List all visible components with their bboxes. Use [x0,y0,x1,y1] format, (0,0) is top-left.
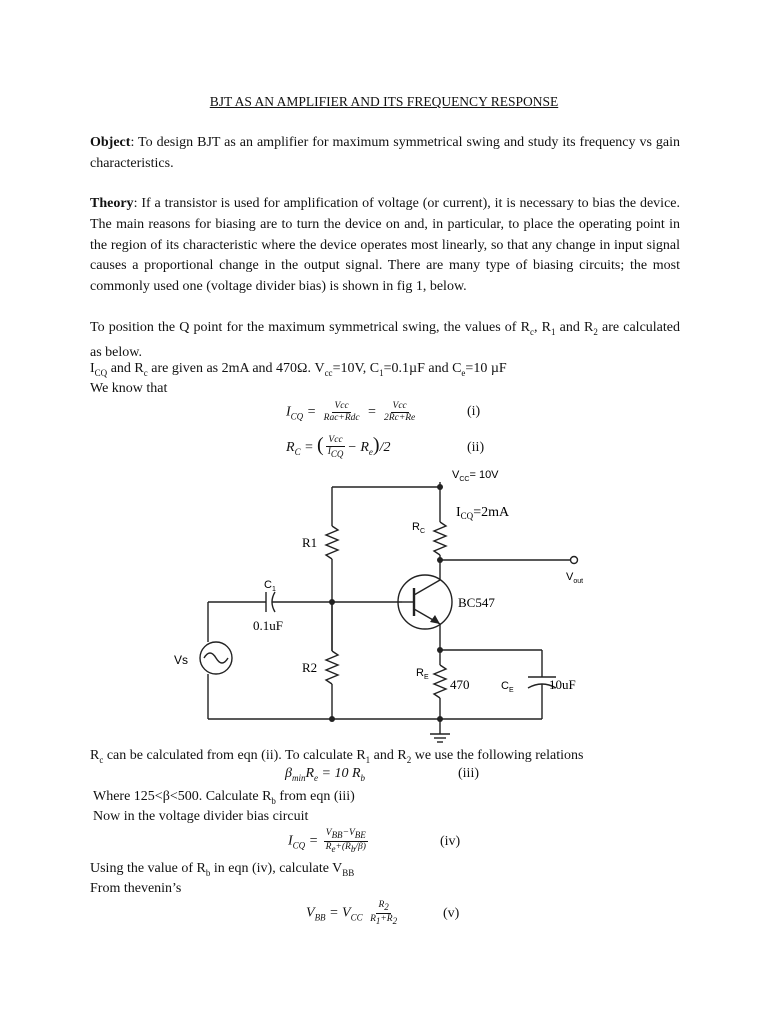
label-text: C [501,680,509,692]
ce-value-label: 10uF [549,677,576,692]
r1-label: R1 [302,535,318,550]
eq-symbol: I [286,404,291,420]
text: we use the following relations [411,748,584,763]
equation-number: (i) [467,404,481,419]
text: R [370,913,376,924]
vout-label [566,571,583,585]
object-paragraph [90,133,680,175]
label-sub: 1 [271,586,276,593]
subscript: CQ [290,411,304,422]
we-know-line: We know that [90,381,168,396]
theory-text: : If a transistor is used for amplification of voltage (or current), it is necessary to bias the device. The main reasons for biasing are to turn the device on and, in particular, to place the operating point in the region of its characteristic where the device operates most linearly, so that any change in input signal causes a proportional change in the output signal. There are many type of biasing circuits; the most commonly used one (voltage divider bias) is shown in fig 1, below. [90,196,680,295]
label-text: V [452,469,460,481]
eq-symbol: R [305,766,315,781]
subscript: b [360,772,366,783]
subscript: 2 [384,901,389,912]
c1-value-label: 0.1uF [253,618,283,633]
re-value-label: 470 [450,677,470,692]
subscript: c [529,326,534,337]
rc-label [412,521,425,535]
text: and R [370,748,407,763]
fraction [324,828,368,855]
theory-label: Theory [90,196,134,211]
label-text: R [412,521,420,533]
junction-dot [437,557,443,563]
numerator: Vcc [334,401,349,411]
numerator: Vcc [392,401,407,411]
label-text: = 10V [469,469,499,481]
vs-label: Vs [174,653,189,667]
label-sub: out [573,578,584,585]
denominator [326,447,346,460]
eq-term: = V [329,905,351,921]
object-label: Object [90,135,131,150]
equation-iv [288,828,370,855]
eq-symbol: β [285,766,292,781]
equation-number: (iii) [458,766,479,781]
vcc-label [452,469,499,483]
subscript: cc [324,367,333,378]
label-sub: E [423,674,429,681]
subscript: 1 [375,915,381,926]
subscript: e [368,446,373,457]
label-text: C [264,579,272,591]
fraction [326,435,346,460]
text: /β) [355,841,366,852]
equation-number: (iv) [440,834,461,849]
subscript: BB [331,829,343,840]
object-text: : To design BJT as an amplifier for maximum symmetrical swing and study its frequency vs gain characteristics. [90,135,680,171]
text: =10V, C [332,361,380,376]
subscript: BB [342,867,355,878]
voltage-divider-bias-circuit [0,462,768,752]
subscript: C [294,446,301,457]
subscript: 1 [379,367,384,378]
paren: ( [317,434,324,456]
text: Where 125<β<500. Calculate R [93,789,272,804]
subscript: c [99,754,104,765]
subscript: e [461,367,466,378]
equation-i [286,401,419,424]
label-text: R [416,667,424,679]
page-title: BJT AS AN AMPLIFIER AND ITS FREQUENCY RESPONSE [209,94,559,109]
transistor-label: BC547 [458,595,495,610]
subscript: 1 [365,754,371,765]
equals-sign: = [308,833,319,849]
theory-paragraph [90,194,680,298]
text: V [325,828,332,838]
junction-dot [437,647,443,653]
thevenin-line: From thevenin’s [90,881,182,896]
fraction [322,401,362,424]
subscript: CQ [330,449,344,460]
subscript: 1 [550,326,556,337]
subscript: min [291,772,306,783]
equation-v [306,900,401,927]
den-text: I [327,447,331,458]
equals-sign: = [304,440,314,455]
label-sub: CQ [460,511,474,521]
junction-dot [329,599,335,605]
text: +R [380,913,393,924]
qpoint-paragraph [90,318,680,363]
subscript: b [205,867,211,878]
junction-dot [329,716,335,722]
eq-term: − R [347,440,369,455]
sine-wave-icon [204,653,228,663]
text: can be calculated from eqn (ii). To calculate R [103,748,366,763]
re-label [416,667,429,681]
text: are given as 2mA and 470Ω. V [147,361,325,376]
c1-label [264,579,276,593]
qpoint-text: are calculated as below. [90,320,680,360]
text: +(R [335,841,351,852]
subscript: b [271,795,276,806]
equals-sign: = [306,404,317,420]
subscript: c [143,367,148,378]
subscript: CQ [292,840,306,851]
subscript: BE [354,829,366,840]
paren: ) [372,434,380,456]
eq-term: /2 [379,440,391,455]
denominator: Rac+Rdc [323,413,360,423]
text: R [90,748,100,763]
r2-label: R2 [302,660,318,675]
qpoint-text: and R [555,320,594,335]
qpoint-text: To position the Q point for the maximum symmetrical swing, the values of R [90,320,530,335]
r2-resistor [326,651,338,684]
label-text: =2mA [473,505,510,520]
text: =0.1µF and C [383,361,462,376]
numerator [376,900,390,914]
eq-term: = 10 R [318,766,361,781]
subscript: e [314,772,319,783]
text: I [90,361,95,376]
subscript: 2 [406,754,412,765]
eq-symbol: R [286,440,295,455]
subscript: b [350,843,356,854]
text: from eqn (iii) [275,789,355,804]
text: R [378,900,385,910]
label-text: V [566,571,574,583]
label-sub: E [508,687,514,694]
denominator [324,842,368,855]
text: and R [107,361,144,376]
numerator: Vcc [328,435,343,446]
equation-ii [286,434,390,460]
icq-label [456,505,510,521]
text: in eqn (iv), calculate V [210,861,343,876]
junction-dot [437,716,443,722]
equation-number: (ii) [467,440,485,455]
voltage-divider-line: Now in the voltage divider bias circuit [93,809,309,824]
label-text: I [456,505,461,520]
subscript: 2 [392,915,398,926]
ce-label [501,680,514,694]
subscript: CQ [94,367,108,378]
equation-iii [285,766,365,783]
junction-dot [437,484,443,490]
eq-symbol: V [306,905,315,921]
re-resistor [434,665,446,698]
text: Using the value of R [90,861,206,876]
equation-number: (v) [443,906,460,921]
transistor-collector [414,580,440,595]
fraction [382,401,417,424]
subscript: 2 [593,326,598,337]
subscript: BB [314,912,326,923]
qpoint-text: , R [533,320,551,335]
denominator [368,914,399,927]
numerator [324,828,368,842]
label-sub: CC [459,476,470,483]
text: =10 µF [465,361,507,376]
denominator: 2Rc+Re [384,413,416,423]
text: −V [342,828,355,838]
eq-symbol: I [288,833,293,849]
subscript: CC [350,912,363,923]
text: R [325,841,332,852]
subscript: e [331,843,336,854]
vout-terminal [571,557,578,564]
fraction [368,900,399,927]
label-sub: C [419,528,426,535]
equals-sign: = [367,404,377,420]
r1-resistor [326,526,338,559]
rc-resistor [434,522,446,555]
